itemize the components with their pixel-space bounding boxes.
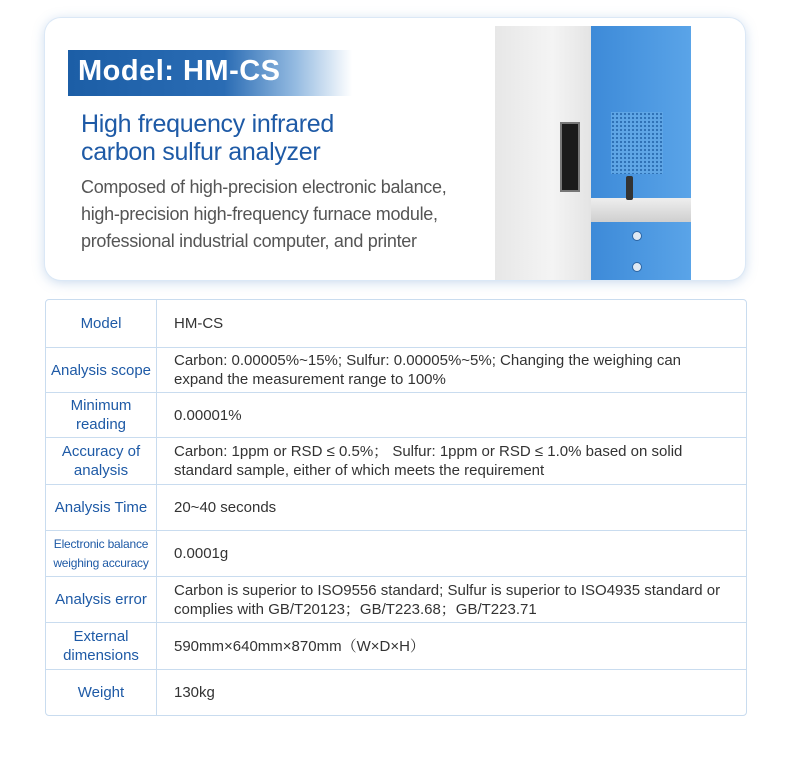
spec-label: Model — [46, 300, 157, 347]
product-hero-card — [45, 18, 745, 280]
analyzer-product-image — [495, 26, 695, 280]
machine-furnace-shelf — [591, 198, 691, 222]
table-row — [46, 437, 746, 484]
table-row — [46, 392, 746, 437]
machine-button-icon — [632, 231, 642, 241]
description-line: professional industrial computer, and printer — [81, 231, 417, 251]
model-label: Model: HM-CS — [78, 55, 281, 87]
product-title-line: High frequency infrared — [81, 110, 334, 138]
table-row — [46, 530, 746, 576]
spec-value: HM-CS — [174, 315, 224, 332]
table-row — [46, 669, 746, 715]
spec-value: 130kg — [174, 684, 215, 701]
table-row — [46, 300, 746, 347]
machine-vent-grille — [611, 112, 663, 174]
description-line: Composed of high-precision electronic balance, — [81, 177, 447, 197]
spec-label: External dimensions — [46, 623, 157, 669]
product-title-line: carbon sulfur analyzer — [81, 138, 321, 166]
spec-label: Analysis Time — [46, 485, 157, 530]
spec-label: Weight — [46, 670, 157, 715]
spec-value: 0.00001% — [174, 406, 242, 424]
spec-label: Electronic balance weighing accuracy — [46, 531, 157, 576]
description-line: high-precision high-frequency furnace module, — [81, 204, 438, 224]
spec-label: Accuracy of analysis — [46, 438, 157, 484]
table-row — [46, 347, 746, 392]
machine-button-icon — [632, 262, 642, 272]
spec-label: Minimum reading — [46, 393, 157, 437]
product-title — [81, 110, 381, 166]
spec-table — [45, 299, 747, 716]
spec-value: Carbon: 1ppm or RSD ≤ 0.5%； Sulfur: 1ppm or RSD ≤ 1.0% based on solid standard sample, either of which meets the requirement — [174, 443, 683, 479]
table-row — [46, 576, 746, 622]
table-row — [46, 484, 746, 530]
model-banner — [68, 50, 352, 96]
product-description — [81, 174, 481, 255]
spec-label: Analysis scope — [46, 348, 157, 392]
spec-value: 0.0001g — [174, 545, 229, 562]
spec-label: Analysis error — [46, 577, 157, 622]
spec-value: Carbon: 0.00005%~15%; Sulfur: 0.00005%~5%; Changing the weighing can expand the measurement range to 100% — [174, 352, 682, 388]
table-row — [46, 622, 746, 669]
machine-furnace-probe — [626, 176, 633, 200]
spec-value: 20~40 seconds — [174, 499, 277, 516]
machine-display-slot — [560, 122, 580, 192]
spec-value: 590mm×640mm×870mm（W×D×H） — [174, 637, 425, 655]
spec-value: Carbon is superior to ISO9556 standard; Sulfur is superior to ISO4935 standard or complies with GB/T20123；GB/T223.68；GB/T223.71 — [174, 581, 721, 618]
